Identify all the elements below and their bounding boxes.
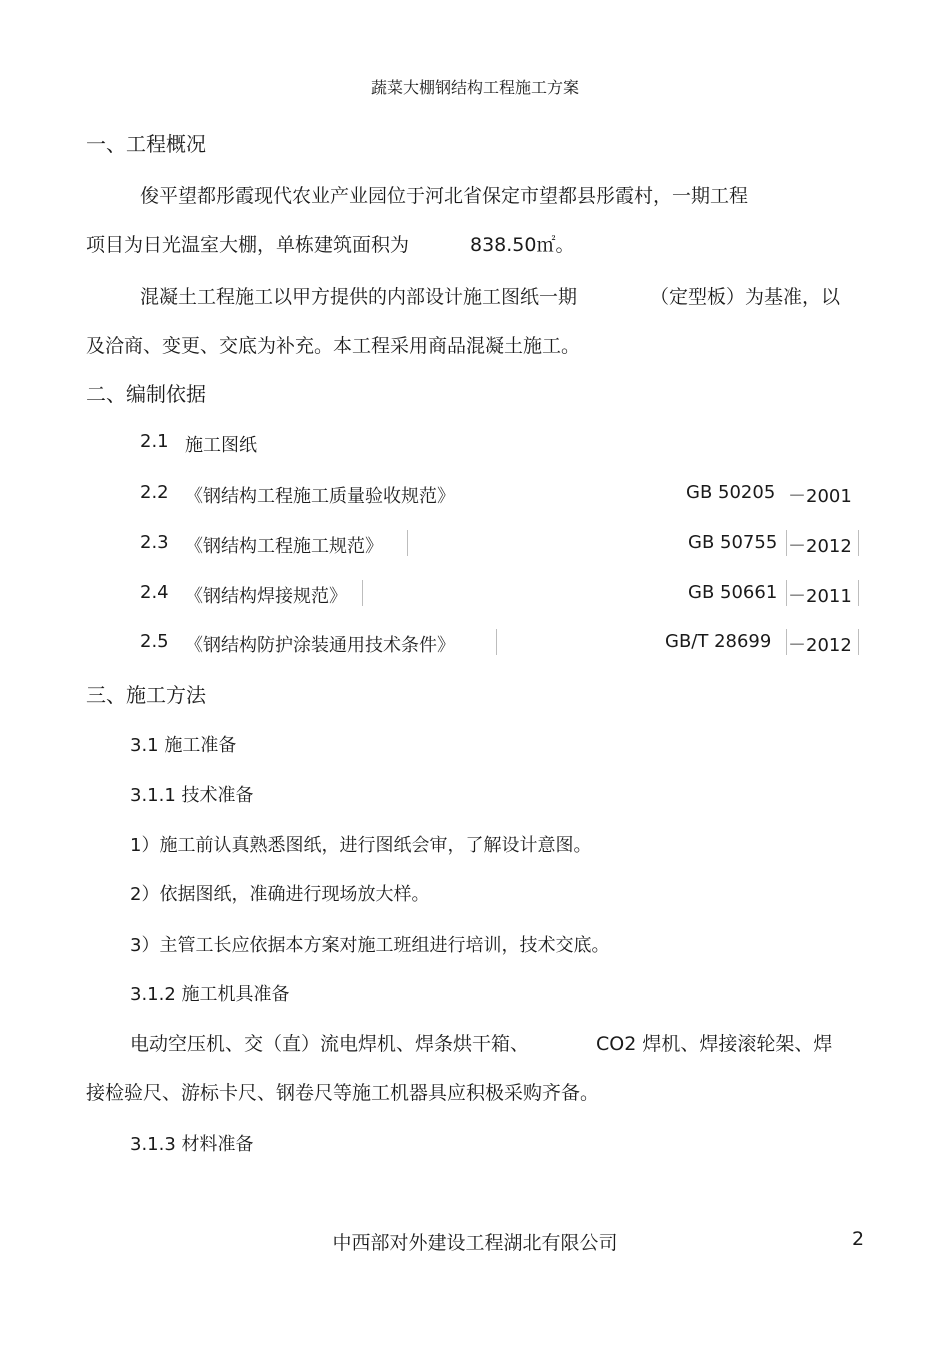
basis-item-year: －2012: [788, 536, 852, 557]
basis-item-year: －2012: [788, 635, 852, 656]
tools-line-1b: CO2 焊机、焊接滚轮架、焊: [596, 1033, 833, 1055]
basis-item-number: 2.2: [140, 482, 169, 503]
section-3-heading: 三、施工方法: [86, 683, 206, 707]
basis-item-title: 《钢结构工程施工规范》: [185, 536, 383, 557]
basis-item-title: 《钢结构焊接规范》: [185, 586, 347, 607]
tech-prep-item-3: 3）主管工长应依据本方案对施工班组进行培训，技术交底。: [130, 935, 610, 956]
overview-area-value: 838.50㎡。: [470, 234, 575, 256]
column-separator: [407, 530, 408, 556]
overview-paragraph-2-line-1b: （定型板）为基准，以: [650, 286, 841, 308]
basis-item-title: 施工图纸: [185, 435, 257, 456]
basis-item-code: GB/T 28699: [665, 631, 772, 652]
section-2-heading: 二、编制依据: [86, 382, 206, 406]
column-separator: [858, 580, 859, 606]
tools-line-2: 接检验尺、游标卡尺、钢卷尺等施工机器具应积极采购齐备。: [86, 1082, 600, 1104]
basis-item-year: －2011: [788, 586, 852, 607]
overview-paragraph-2-line-2: 及洽商、变更、交底为补充。本工程采用商品混凝土施工。: [86, 335, 581, 357]
column-separator: [786, 580, 787, 606]
basis-item-number: 2.3: [140, 532, 169, 553]
basis-item-code: GB 50661: [688, 582, 778, 603]
section-1-heading: 一、工程概况: [86, 132, 206, 156]
basis-item-year: －2001: [788, 486, 852, 507]
tech-prep-item-1: 1）施工前认真熟悉图纸，进行图纸会审，了解设计意图。: [130, 835, 592, 856]
subsection-3-1: 3.1 施工准备: [130, 735, 237, 756]
footer-company: 中西部对外建设工程湖北有限公司: [332, 1232, 618, 1254]
column-separator: [786, 629, 787, 655]
basis-item-code: GB 50755: [688, 532, 778, 553]
subsection-3-1-2: 3.1.2 施工机具准备: [130, 984, 290, 1005]
tech-prep-item-2: 2）依据图纸，准确进行现场放大样。: [130, 884, 430, 905]
overview-paragraph-1-line-1: 俊平望都彤霞现代农业产业园位于河北省保定市望都县彤霞村，一期工程: [140, 185, 749, 207]
tools-line-1a: 电动空压机、交（直）流电焊机、焊条烘干箱、: [130, 1033, 530, 1055]
document-header: 蔬菜大棚钢结构工程施工方案: [370, 78, 579, 97]
overview-paragraph-2-line-1a: 混凝土工程施工以甲方提供的内部设计施工图纸一期: [140, 286, 578, 308]
page-number: 2: [852, 1228, 865, 1250]
column-separator: [858, 629, 859, 655]
subsection-3-1-3: 3.1.3 材料准备: [130, 1134, 254, 1155]
column-separator: [858, 530, 859, 556]
basis-item-title: 《钢结构工程施工质量验收规范》: [185, 486, 455, 507]
basis-item-code: GB 50205: [686, 482, 776, 503]
column-separator: [362, 580, 363, 606]
overview-paragraph-1-line-2: 项目为日光温室大棚，单栋建筑面积为: [86, 234, 410, 256]
basis-item-title: 《钢结构防护涂装通用技术条件》: [185, 635, 455, 656]
column-separator: [786, 530, 787, 556]
subsection-3-1-1: 3.1.1 技术准备: [130, 785, 254, 806]
column-separator: [496, 629, 497, 655]
basis-item-number: 2.5: [140, 631, 169, 652]
basis-item-number: 2.4: [140, 582, 169, 603]
basis-item-number: 2.1: [140, 431, 169, 452]
